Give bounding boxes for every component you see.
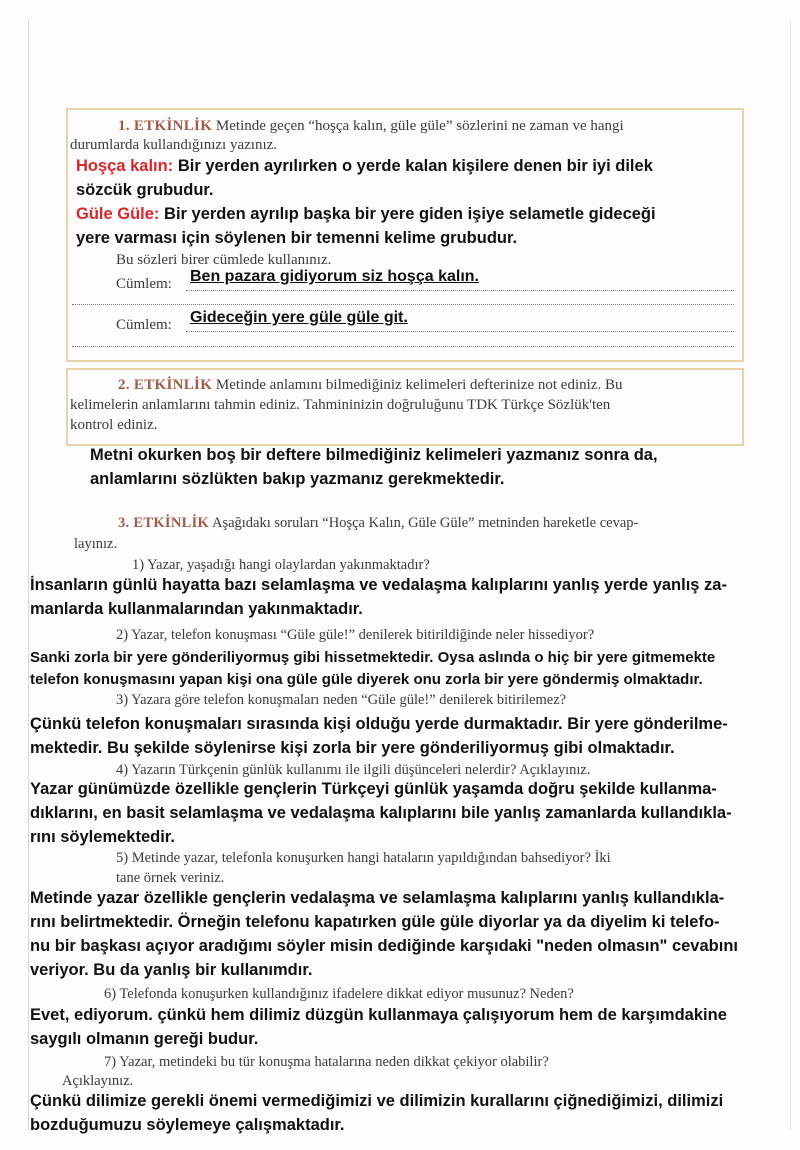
sentence-2-answer: Gideceğin yere güle güle git. <box>190 309 408 326</box>
activity-3-heading: 3. ETKİNLİK <box>118 515 210 531</box>
activity-3-prompt-line-2: layınız. <box>74 536 118 552</box>
question-6: 6) Telefonda konuşurken kullandığınız ifadelere dikkat ediyor musunuz? Neden? <box>104 986 574 1002</box>
definition-1-text: Bir yerden ayrılırken o yerde kalan kişilere denen bir iyi dilek <box>177 157 653 175</box>
definition-1-line-1 <box>76 157 653 176</box>
question-7-line-1: 7) Yazar, metindeki bu tür konuşma hatalarına neden dikkat çekiyor olabilir? <box>104 1054 549 1070</box>
answer-4-line-3: rını söylemektedir. <box>30 828 175 846</box>
activity-1-prompt-text: Metinde geçen “hoşça kalın, güle güle” sözlerini ne zaman ve hangi <box>215 118 624 134</box>
question-2: 2) Yazar, telefon konuşması “Güle güle!” denilerek bitirildiğinde neler hissediyor? <box>116 627 595 643</box>
answer-5-line-4: veriyor. Bu da yanlış bir kullanımdır. <box>30 961 313 979</box>
answer-5-line-2: rını belirtmektedir. Örneğin telefonu kapatırken güle güle diyorlar ya da diyelim ki telefo- <box>30 913 720 931</box>
answer-2-line-1: Sanki zorla bir yere gönderiliyormuş gibi hissetmektedir. Oysa aslında o hiç bir yere gitmemekte <box>30 649 716 666</box>
answer-7-line-1: Çünkü dilimize gerekli önemi vermediğimizi ve dilimizin kurallarını çiğnediğimizi, dilimizi <box>30 1092 724 1110</box>
activity-1-prompt-line-1 <box>118 118 624 135</box>
activity-2-answer-line-1: Metni okurken boş bir deftere bilmediğiniz kelimeleri yazmanız sonra da, <box>90 446 658 464</box>
answer-4-line-1: Yazar günümüzde özellikle gençlerin Türkçeyi günlük yaşamda doğru şekilde kullanma- <box>30 780 717 798</box>
page-edge-left <box>28 20 29 1130</box>
answer-6-line-2: saygılı olmanın gereği budur. <box>30 1030 259 1048</box>
answer-3-line-1: Çünkü telefon konuşmaları sırasında kişi olduğu yerde durmaktadır. Bir yere gönderilme- <box>30 715 728 733</box>
activity-2-prompt-line-3: kontrol ediniz. <box>70 417 158 433</box>
question-4: 4) Yazarın Türkçenin günlük kullanımı ile ilgili düşünceleri nelerdir? Açıklayınız. <box>116 762 591 778</box>
question-3: 3) Yazara göre telefon konuşmaları neden “Güle güle!” denilerek bitirilemez? <box>116 692 567 708</box>
answer-2-line-2: telefon konuşmasını yapan kişi ona güle güle diyerek onu zorla bir yere göndermiş olmaktadır. <box>30 671 703 688</box>
activity-2-prompt-text: Metinde anlamını bilmediğiniz kelimeleri defterinize not ediniz. Bu <box>215 377 623 393</box>
activity-2-prompt-line-1 <box>118 377 622 394</box>
sentence-1-dotted-line <box>186 290 734 291</box>
sentence-1-answer: Ben pazara gidiyorum siz hoşça kalın. <box>190 268 479 285</box>
answer-1-line-2: manlarda kullanmalarından yakınmaktadır. <box>30 600 363 618</box>
question-7-line-2: Açıklayınız. <box>62 1073 134 1089</box>
answer-4-line-2: dıklarını, en basit selamlaşma ve vedalaşma kalıplarını bile yanlış zamanlarda kullandıkla- <box>30 804 732 822</box>
activity-1-heading: 1. ETKİNLİK <box>118 118 213 134</box>
sentence-1-label: Cümlem: <box>116 276 172 292</box>
answer-5-line-3: nu bir başkası açıyor aradığımı söyler misin dediğinde karşıdaki "neden olmasın" cevabını <box>30 937 738 955</box>
term-gule-gule: Güle Güle: <box>76 205 160 223</box>
answer-7-line-2: bozduğumuzu söylemeye çalışmaktadır. <box>30 1116 345 1134</box>
sentence-2-label: Cümlem: <box>116 317 172 333</box>
question-1: 1) Yazar, yaşadığı hangi olaylardan yakınmaktadır? <box>132 557 430 573</box>
question-5-line-1: 5) Metinde yazar, telefonla konuşurken hangi hataların yapıldığından bahsediyor? İki <box>116 850 611 866</box>
answer-1-line-1: İnsanların günlü hayatta bazı selamlaşma ve vedalaşma kalıplarını yanlış yerde yanlış za- <box>30 576 727 594</box>
definition-2-line-2: yere varması için söylenen bir temenni kelime grubudur. <box>76 229 518 247</box>
activity-3-prompt-text: Aşağıdakı soruları “Hoşça Kalın, Güle Güle” metninden hareketle cevap- <box>211 515 639 531</box>
activity-2-prompt-line-2: kelimelerin anlamlarını tahmin ediniz. Tahmininizin doğruluğunu TDK Türkçe Sözlük'ten <box>70 397 611 413</box>
activity-1-instruction: Bu sözleri birer cümlede kullanınız. <box>116 252 332 268</box>
sentence-2-extra-dotted-line <box>72 346 734 347</box>
page-edge-right <box>790 20 791 1130</box>
definition-2-text: Bir yerden ayrılıp başka bir yere giden işiye selametle gideceği <box>164 205 656 223</box>
sentence-1-extra-dotted-line <box>72 304 734 305</box>
answer-3-line-2: mektedir. Bu şekilde söylenirse kişi zorla bir yere gönderiliyormuş gibi olmaktadır. <box>30 739 675 757</box>
definition-1-line-2: sözcük grubudur. <box>76 181 214 199</box>
activity-3-prompt-line-1 <box>118 515 638 532</box>
activity-2-answer-line-2: anlamlarını sözlükten bakıp yazmanız gerekmektedir. <box>90 470 505 488</box>
answer-5-line-1: Metinde yazar özellikle gençlerin vedalaşma ve selamlaşma kalıplarını yanlış kullandıkla- <box>30 889 725 907</box>
activity-2-heading: 2. ETKİNLİK <box>118 377 213 393</box>
question-5-line-2: tane örnek veriniz. <box>116 870 225 886</box>
sentence-2-dotted-line <box>186 331 734 332</box>
activity-1-prompt-line-2: durumlarda kullandığınızı yazınız. <box>70 137 278 153</box>
term-hosca-kalin: Hoşça kalın: <box>76 157 174 175</box>
definition-2-line-1 <box>76 205 656 224</box>
answer-6-line-1: Evet, ediyorum. çünkü hem dilimiz düzgün kullanmaya çalışıyorum hem de karşımdakine <box>30 1006 727 1024</box>
